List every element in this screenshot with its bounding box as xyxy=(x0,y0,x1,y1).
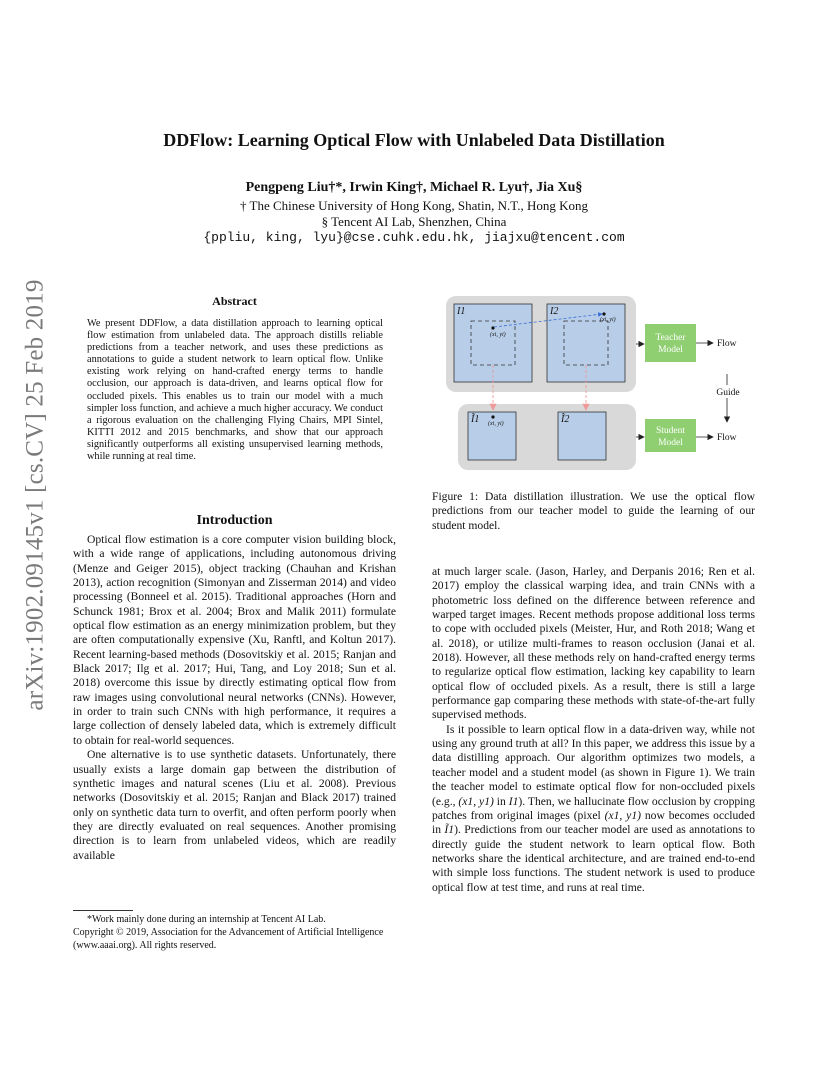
teacher-model-box xyxy=(645,324,696,362)
distillation-diagram xyxy=(438,294,752,476)
teacher-model-label-line2: Model xyxy=(658,345,683,355)
paper-title: DDFlow: Learning Optical Flow with Unlabeled Data Distillation xyxy=(163,130,665,150)
flow-label-teacher: Flow xyxy=(717,339,737,349)
student-model-label-line2: Model xyxy=(658,438,683,448)
affiliation-tencent: § Tencent AI Lab, Shenzhen, China xyxy=(321,214,507,229)
intro-p4-text-a: Is it possible to learn optical flow in a data-driven way, while not using any ground truth at all? In this paper, we address this issue by a data distilling approach. Our algorithm optimizes two models, a teacher model and a student model (as shown in Figure 1). We train the teacher model to estimate optical flow for non-occluded pixels (e.g., xyxy=(432,722,755,808)
flow-label-student: Flow xyxy=(717,433,737,443)
teacher-model-label-line1: Teacher xyxy=(655,333,686,343)
guide-label: Guide xyxy=(716,388,740,398)
math-i1-tilde: Ĩ1 xyxy=(444,823,455,837)
intro-p4-text-d: now becomes occluded in xyxy=(432,808,755,837)
intro-paragraph-2: One alternative is to use synthetic datasets. Unfortunately, there usually exists a large domain gap between the distribution of synthetic images and natural scenes (Liu et al. 2008). Previous networks (Dosovitskiy et al. 2015; Ranjan and Black 2017) trained only on synthetic data turn to overfit, and often perform poorly when they are directly evaluated on real sequences. Another promising direction is to learn from unlabeled videos, which are readily available xyxy=(73,748,396,862)
intro-p4-text-e: ). Predictions from our teacher model are used as annotations to directly guide the student network to learn optical flow. Both networks share the identical architecture, and are trained end-to-end with simple loss functions. The student network is used to produce optical flow at test time, and runs at real time. xyxy=(432,823,755,894)
introduction-heading: Introduction xyxy=(196,513,273,528)
math-x1-y1-occluded: (x1, y1) xyxy=(604,808,641,822)
student-model-label-line1: Student xyxy=(655,426,686,436)
intro-paragraph-4 xyxy=(432,723,755,895)
author-list: Pengpeng Liu†*, Irwin King†, Michael R. Lyu†, Jia Xu§ xyxy=(245,180,583,195)
math-i1: I1 xyxy=(508,794,519,808)
footnote-copyright: Copyright © 2019, Association for the Advancement of Artificial Intelligence (www.aaai.org). All rights reserved. xyxy=(73,927,384,951)
abstract-body: We present DDFlow, a data distillation approach to learning optical flow estimation from unlabeled data. The approach distills reliable predictions from a teacher network, and uses these predictions as annotations to guide a student network to learn optical flow. Unlike existing work relying on hand-crafted energy terms to handle occlusion, our approach is data-driven, and learns optical flow for occluded pixels. This enables us to train our model with a much simpler loss function, and achieve a much higher accuracy. We conduct a rigorous evaluation on the challenging Flying Chairs, MPI Sintel, KITTI 2012 and 2015 benchmarks, and show that our approach significantly outperforms all existing unsupervised learning methods, while running at real time. xyxy=(87,318,383,463)
left-column-text xyxy=(73,533,396,863)
image-label-i2: I2 xyxy=(550,306,559,317)
intro-paragraph-3: at much larger scale. (Jason, Harley, and Derpanis 2016; Ren et al. 2017) employ the classical warping idea, and train CNNs with a photometric loss defined on the difference between reference and warped target images. Recent methods propose additional loss terms to cope with occluded pixels (Meister, Hur, and Roth 2018; Wang et al. 2018), or utilize multi-frames to reason occlusion (Janai et al. 2018). However, all these methods rely on hand-crafted energy terms to regularize optical flow estimation, lacking key capability to learn optical flow of occluded pixels. As a result, there is still a large performance gap comparing these methods with state-of-the-art fully supervised methods. xyxy=(432,565,755,722)
intro-p4-text-b: in xyxy=(493,794,509,808)
arxiv-stamp xyxy=(22,279,50,711)
footnotes xyxy=(73,913,396,952)
image-label-i2-tilde: Ĩ2 xyxy=(561,414,570,425)
pixel-point-label-i2: (xi, yi) xyxy=(600,317,616,323)
intro-paragraph-1: Optical flow estimation is a core computer vision building block, with a wide range of applications, including autonomous driving (Menze and Geiger 2015), object tracking (Chauhan and Krishan 2013), action recognition (Simonyan and Zisserman 2014) and video processing (Bonneel et al. 2015). Traditional approaches (Horn and Schunck 1981; Brox et al. 2004; Brox and Malik 2011) formulate optical flow estimation as an energy minimization problem, but they are often computationally expensive (Xu, Ranftl, and Koltun 2017). Recent learning-based methods (Dosovitskiy et al. 2015; Ranjan and Black 2017; Ilg et al. 2017; Hui, Tang, and Loy 2018; Sun et al. 2018) overcome this issue by directly estimating optical flow from raw images using convolutional neural networks (CNNs). However, in order to train such CNNs with high performance, it requires a large collection of densely labeled data, which is extremely difficult to obtain for real-world sequences. xyxy=(73,533,396,747)
pixel-point-label-i1-tilde: (xi, yi) xyxy=(488,421,504,427)
math-x1-y1: (x1, y1) xyxy=(458,794,494,808)
figure-1-caption: Figure 1: Data distillation illustration. We use the optical flow predictions from our teacher model to guide the learning of our student model. xyxy=(432,490,755,532)
intro-p4-text-c: ). Then, we hallucinate flow occlusion by cropping patches from original images (pixel xyxy=(432,794,755,822)
pixel-point-i2 xyxy=(602,312,605,315)
right-column-text xyxy=(432,565,755,895)
author-emails: {ppliu, king, lyu}@cse.cuhk.edu.hk, jiajxu@tencent.com xyxy=(203,230,625,245)
arxiv-identifier: arXiv:1902.09145v1 [cs.CV] 25 Feb 2019 xyxy=(22,279,50,711)
image-label-i1-tilde: Ĩ1 xyxy=(471,414,480,425)
footnote-internship: *Work mainly done during an internship at Tencent AI Lab. xyxy=(87,914,326,925)
abstract-heading: Abstract xyxy=(212,294,257,308)
footnote-rule xyxy=(73,910,133,911)
pixel-point-label-i1: (xi, yi) xyxy=(490,332,506,338)
pixel-point-i1-tilde xyxy=(491,415,494,418)
affiliation-cuhk: † The Chinese University of Hong Kong, Shatin, N.T., Hong Kong xyxy=(240,198,588,213)
image-label-i1: I1 xyxy=(457,306,466,317)
figure-1-diagram xyxy=(438,294,752,476)
